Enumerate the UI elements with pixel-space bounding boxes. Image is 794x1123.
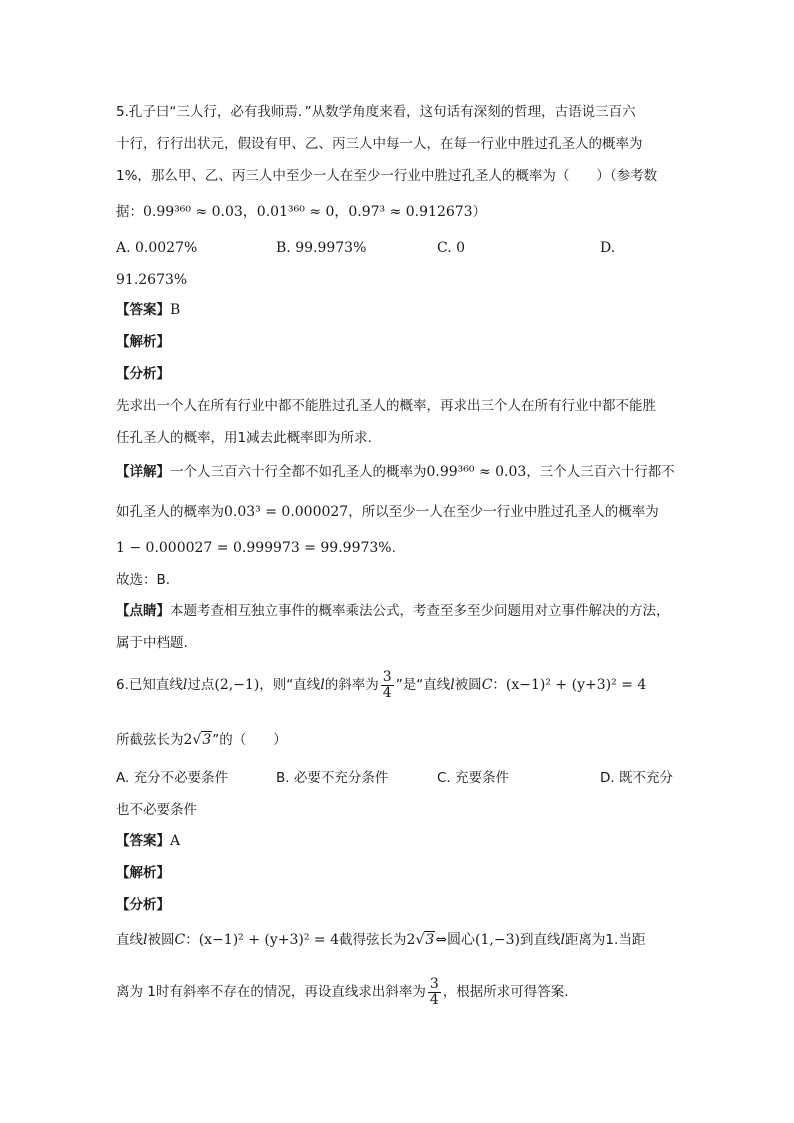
q5-detail-2 xyxy=(116,502,659,522)
q5-detail-1 xyxy=(116,462,675,482)
q6-jiexi-label: 【解析】 xyxy=(116,865,170,881)
coefficient: 2 xyxy=(406,932,416,948)
q5-option-d-value: 91.2673% xyxy=(116,272,188,288)
fraction-numerator: 3 xyxy=(382,668,392,685)
q5-line-1: 5.孔子曰“三人行，必有我师焉．”从数学角度来看，这句话有深刻的哲理，古语说三百六 xyxy=(116,104,636,120)
detail-math: 0.03³ = 0.000027 xyxy=(224,504,349,520)
q5-line-3: 1%，那么甲、乙、丙三人中至少一人在至少一行业中胜过孔圣人的概率为（ ）（参考数 xyxy=(116,168,658,184)
q6-text: 6.已知直线 xyxy=(116,677,183,693)
q6-var-c: C xyxy=(174,932,186,948)
coefficient: 2 xyxy=(183,732,193,748)
q6-text: ，根据所求可得答案. xyxy=(442,984,569,1000)
q5-fenxi-label: 【分析】 xyxy=(116,366,170,382)
q6-text: 直线 xyxy=(116,932,143,948)
q5-answer xyxy=(116,300,180,320)
q6-center-point: (1,−3) xyxy=(475,932,520,948)
q6-text: ”是“直线 xyxy=(395,677,451,693)
detail-math: 1 − 0.000027 = 0.999973 = 99.9973% xyxy=(116,540,392,556)
detail-tail: . xyxy=(391,540,396,556)
q6-circle-equation: (x−1)² + (y+3)² = 4 xyxy=(198,932,340,948)
detail-tail: ，所以至少一人在至少一行业中胜过孔圣人的概率为 xyxy=(348,504,659,520)
q6-option-d: D. 既不充分 xyxy=(600,770,673,786)
q6-slope-fraction xyxy=(428,977,441,1008)
detail-text: 如孔圣人的概率为 xyxy=(116,504,224,520)
q6-option-d-cont: 也不必要条件 xyxy=(116,802,197,818)
dianjing-text: 本题考查相互独立事件的概率乘法公式，考查至多至少问题用对立事件解决的方法， xyxy=(170,603,670,619)
fraction-denominator: 4 xyxy=(429,991,439,1008)
radicand: 3 xyxy=(202,732,212,748)
q5-ref-math: 0.99³⁶⁰ ≈ 0.03，0.01³⁶⁰ ≈ 0，0.97³ ≈ 0.912673 xyxy=(143,204,473,220)
dianjing-label: 【点睛】 xyxy=(116,603,170,619)
q6-line-1 xyxy=(116,665,646,705)
radicand: 3 xyxy=(425,932,435,948)
detail-text: 一个人三百六十行全都不如孔圣人的概率为 xyxy=(170,464,427,480)
q6-text: 被圆 xyxy=(454,677,482,693)
q5-jiexi-label: 【解析】 xyxy=(116,334,170,350)
fraction-denominator: 4 xyxy=(382,684,392,701)
q6-analysis-2 xyxy=(116,972,569,1012)
q6-text: 所截弦长为 xyxy=(116,732,184,748)
q6-text: 被圆 xyxy=(147,932,175,948)
q6-option-c: C. 充要条件 xyxy=(437,770,510,786)
answer-value: A xyxy=(170,833,181,849)
q6-text: 距离为1.当距 xyxy=(564,932,646,948)
q5-analysis-2: 任孔圣人的概率，用1减去此概率即为所求. xyxy=(116,430,372,446)
q5-ref-prefix: 据： xyxy=(116,204,143,220)
q5-option-b: B. 99.9973% xyxy=(276,240,367,256)
q5-ref-suffix: ） xyxy=(472,204,487,220)
q6-point: (2,−1) xyxy=(214,677,260,693)
q6-text: ，则“直线 xyxy=(259,677,321,693)
q6-slope-fraction xyxy=(381,670,394,701)
q6-chord-length: 2√3 xyxy=(406,932,435,948)
q6-line-2 xyxy=(116,730,287,750)
q5-dianjing-1 xyxy=(116,601,670,621)
q6-fenxi-label: 【分析】 xyxy=(116,897,170,913)
q6-text: 截得弦长为 xyxy=(339,932,407,948)
answer-value: B xyxy=(170,302,181,318)
q6-text: 过点 xyxy=(187,677,215,693)
q5-analysis-1: 先求出一个人在所有行业中都不能胜过孔圣人的概率，再求出三个人在所有行业中都不能胜 xyxy=(116,398,656,414)
q5-line-2: 十行，行行出状元，假设有甲、乙、丙三人中每一人，在每一行业中胜过孔圣人的概率为 xyxy=(116,136,643,152)
q5-line-4 xyxy=(116,202,486,222)
q6-var-l: l xyxy=(182,677,188,693)
detail-tail: ，三个人三百六十行都不 xyxy=(526,464,675,480)
q6-var-l: l xyxy=(320,677,325,693)
q6-text: 到直线 xyxy=(519,932,561,948)
q6-text: 的斜率为 xyxy=(324,677,379,693)
q5-dianjing-2: 属于中档题. xyxy=(116,635,188,651)
q6-option-a: A. 充分不必要条件 xyxy=(116,770,229,786)
q6-option-b: B. 必要不充分条件 xyxy=(276,770,389,786)
q6-text: ： xyxy=(492,677,506,693)
q6-var-l: l xyxy=(450,677,455,693)
detail-math: 0.99³⁶⁰ ≈ 0.03 xyxy=(426,464,527,480)
q5-option-c: C. 0 xyxy=(437,240,466,256)
q6-text: 离为 1时有斜率不存在的情况，再设直线求出斜率为 xyxy=(116,984,426,1000)
q6-var-l: l xyxy=(143,932,148,948)
q6-text: ”的（ ） xyxy=(212,732,287,748)
q6-var-c: C xyxy=(481,677,493,693)
detail-label: 【详解】 xyxy=(116,464,170,480)
answer-label: 【答案】 xyxy=(116,302,170,318)
q6-answer xyxy=(116,831,180,851)
q5-option-d: D. xyxy=(600,240,616,256)
q5-detail-3 xyxy=(116,538,396,558)
answer-label: 【答案】 xyxy=(116,833,170,849)
q5-choose: 故选：B. xyxy=(116,572,171,588)
q6-analysis-1 xyxy=(116,930,645,950)
q6-circle-equation: (x−1)² + (y+3)² = 4 xyxy=(505,677,647,693)
q6-chord-length: 2√3 xyxy=(183,732,212,748)
q6-var-l: l xyxy=(560,932,565,948)
q6-text: ⇔圆心 xyxy=(435,932,476,948)
q6-text: ： xyxy=(185,932,199,948)
q5-option-a: A. 0.0027% xyxy=(116,240,198,256)
fraction-numerator: 3 xyxy=(429,975,439,992)
